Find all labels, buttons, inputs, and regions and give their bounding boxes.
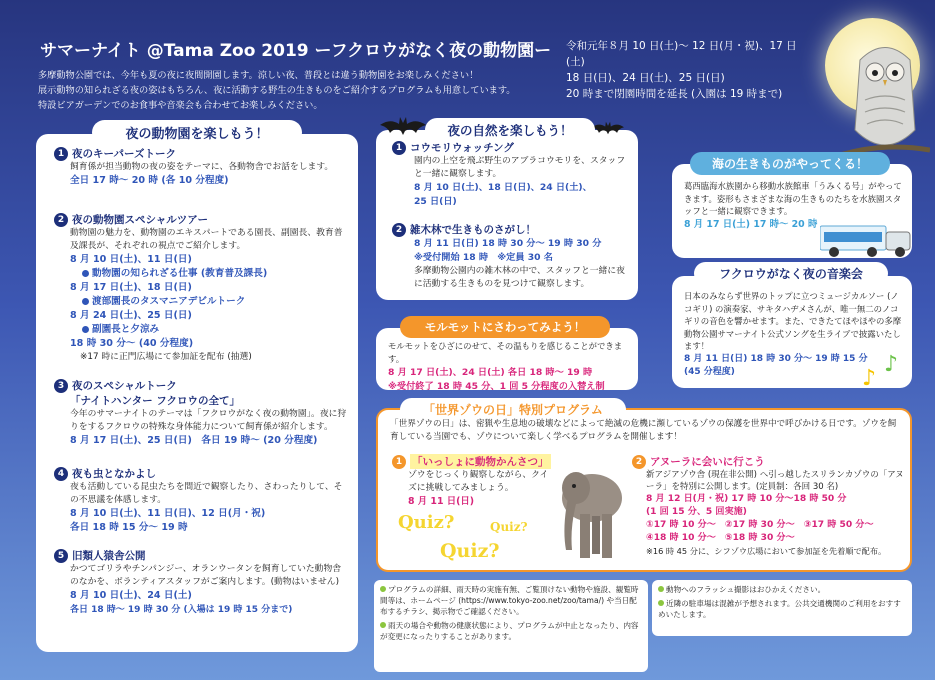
bullet-icon bbox=[380, 622, 386, 628]
program-time: 8 月 11 日(日) bbox=[408, 496, 475, 507]
section-title bbox=[54, 548, 349, 563]
date-line: 20 時まで閉園時間を延長 (入園は 19 時まで) bbox=[566, 88, 783, 100]
bullet-icon bbox=[658, 600, 664, 606]
section-title-text: 夜の動物園スペシャルツアー bbox=[72, 214, 208, 226]
bullet-icon bbox=[380, 586, 386, 592]
section-number: 1 bbox=[54, 147, 68, 161]
music-title: フクロウがなく夜の音楽会 bbox=[694, 262, 888, 285]
marmot-desc: モルモットをひざにのせて、その温もりを感じることができます。 bbox=[388, 341, 623, 364]
night-nature-title: 夜の自然を楽しもう！ bbox=[425, 118, 595, 142]
section-time: 各日 18 時 15 分〜 19 時 bbox=[70, 522, 188, 533]
elephant-program-1 bbox=[392, 454, 552, 509]
section-number: 1 bbox=[392, 141, 406, 155]
section-desc: 飼育係が担当動物の夜の姿をテーマに、各動物舎でお話をします。 bbox=[70, 162, 334, 172]
bullet-icon bbox=[658, 586, 664, 592]
tour-topic: 渡部園長のタスマニアデビルトーク bbox=[92, 296, 246, 307]
section-number: 2 bbox=[54, 213, 68, 227]
intro-line: 多摩動物公園では、今年も夏の夜に夜間開園します。涼しい夜、普段とは違う動物園をお楽しみください！ bbox=[38, 70, 479, 81]
section-title-text: 旧類人猿舎公開 bbox=[72, 550, 146, 562]
quiz-text: Quiz? bbox=[490, 520, 528, 534]
section-number: 2 bbox=[392, 223, 406, 237]
section-title-text: 雑木林で生きものさがし！ bbox=[410, 224, 536, 236]
tour-topic: 動物園の知られざる仕事 (教育普及課長) bbox=[92, 268, 268, 279]
section-title bbox=[54, 378, 349, 393]
bat-icon bbox=[592, 120, 624, 136]
section-desc: 多摩動物公園内の雑木林の中で、スタッフと一緒に夜に活動する生きものを見つけて観察します。 bbox=[414, 266, 625, 289]
music-note-icon: ♪ bbox=[884, 352, 899, 377]
marmot-note: ※受付終了 18 時 45 分、1 回 5 分程度の入替え制 bbox=[388, 381, 605, 392]
section-date: 8 月 10 日(土)、24 日(土) bbox=[70, 590, 192, 601]
section-desc: かつてゴリラやチンパンジー、オランウータンを飼育していた動物舎のなかを、ボランティアスタッフがご案内します。(動物はいません) bbox=[70, 564, 342, 587]
sea-creatures-title: 海の生きものがやってくる！ bbox=[690, 152, 890, 175]
section-note: ※受付開始 18 時 ※定員 30 名 bbox=[414, 252, 553, 263]
sea-time: 8 月 17 日(土) 17 時〜 20 時 bbox=[684, 218, 818, 230]
program-rounds: ①17 時 10 分〜 ②17 時 30 分〜 ③17 時 50 分〜 bbox=[646, 520, 874, 530]
section-number: 3 bbox=[54, 379, 68, 393]
section-number: 4 bbox=[54, 467, 68, 481]
section-date: 25 日(日) bbox=[414, 196, 457, 207]
section-number: 5 bbox=[54, 549, 68, 563]
section-title bbox=[54, 146, 349, 161]
section-title bbox=[54, 212, 349, 227]
bat-icon bbox=[380, 115, 426, 137]
left-section-5 bbox=[54, 548, 349, 617]
bullet-icon bbox=[82, 270, 89, 277]
section-note: ※17 時に正門広場にて参加証を配布 (抽選) bbox=[80, 352, 252, 362]
program-desc: 新アジアゾウ舎 (現在非公開) へ引っ越したスリランカゾウの「アヌーラ」を特別に公開します。(定員制：各回 30 名) bbox=[646, 470, 904, 492]
section-title-text: 夜のスペシャルトーク bbox=[72, 380, 177, 392]
section-date: 8 月 10 日(土)、18 日(日)、24 日(土)、 bbox=[414, 182, 592, 193]
left-section-1 bbox=[54, 146, 349, 188]
elephant-day-title: 「世界ゾウの日」特別プログラム bbox=[400, 398, 626, 421]
bullet-icon bbox=[82, 326, 89, 333]
left-section-3 bbox=[54, 378, 349, 448]
program-number: 1 bbox=[392, 455, 406, 469]
program-note: ※16 時 45 分に、シフゾウ広場において参加証を先着順で配布。 bbox=[646, 546, 887, 556]
middle-section-1 bbox=[392, 140, 630, 209]
marmot-time: 8 月 17 日(土)、24 日(土) 各日 18 時〜 19 時 bbox=[388, 367, 593, 378]
section-desc: 夜も活動している昆虫たちを間近で観察したり、さわったりして、その不思議を体感します。 bbox=[70, 482, 343, 505]
footer-note: 動物へのフラッシュ撮影はおひかえください。 bbox=[666, 585, 826, 594]
music-note-icon: ♪ bbox=[862, 366, 877, 391]
section-title bbox=[392, 222, 630, 237]
program-count: (1 回 15 分、5 回実施) bbox=[646, 507, 747, 517]
program-title bbox=[392, 454, 552, 469]
quiz-text: Quiz? bbox=[440, 540, 500, 562]
section-title bbox=[392, 140, 630, 155]
quiz-text: Quiz? bbox=[398, 512, 455, 533]
program-title bbox=[632, 454, 904, 469]
music-time: 8 月 11 日(日) 18 時 30 分〜 19 時 15 分 bbox=[684, 353, 868, 364]
footer-notes-left bbox=[374, 580, 648, 672]
page-title: サマーナイト @Tama Zoo 2019 ーフクロウがなく夜の動物園ー bbox=[40, 41, 552, 61]
elephant-program-2 bbox=[632, 454, 904, 557]
event-dates bbox=[566, 38, 811, 102]
music-duration: (45 分程度) bbox=[684, 366, 735, 377]
section-desc: 動物園の魅力を、動物園のエキスパートである園長、副園長、教育普及課長が、それぞれの視点でご紹介します。 bbox=[70, 228, 343, 251]
date-line: 18 日(日)、24 日(土)、25 日(日) bbox=[566, 72, 725, 84]
bullet-icon bbox=[82, 298, 89, 305]
footer-notes-right bbox=[652, 580, 912, 636]
section-time: 18 時 30 分〜 (40 分程度) bbox=[70, 338, 194, 349]
footer-note: プログラムの詳細、雨天時の実施有無、ご覧頂けない動物や施設、観覧時間等は、ホームページ (https://www.tokyo-zoo.net/zoo/tama/) や当日配布するチラシ、掲示物でご確認ください。 bbox=[380, 585, 639, 616]
section-title bbox=[54, 466, 349, 481]
program-number: 2 bbox=[632, 455, 646, 469]
intro-line: 特設ビアガーデンでのお食事や音楽会も合わせてお楽しみください。 bbox=[38, 100, 323, 111]
left-section-4 bbox=[54, 466, 349, 535]
elephant-illustration bbox=[552, 458, 626, 568]
section-subtitle: 「ナイトハンター フクロウの全て」 bbox=[70, 395, 240, 407]
section-title-text: コウモリウォッチング bbox=[410, 142, 514, 154]
marmot-title: モルモットにさわってみよう！ bbox=[400, 316, 610, 338]
program-title-text: 「いっしょに動物かんさつ」 bbox=[412, 456, 549, 468]
intro-line: 展示動物の知られざる夜の姿はもちろん、夜に活動する野生の生きものをご紹介するプログラムも用意しています。 bbox=[38, 85, 516, 96]
footer-note: 近隣の駐車場は混雑が予想されます。公共交通機関のご利用をおすすめいたします。 bbox=[658, 599, 901, 619]
program-desc: ゾウをじっくり観察しながら、クイズに挑戦してみましょう。 bbox=[408, 470, 549, 493]
middle-section-2 bbox=[392, 222, 630, 291]
section-date: 8 月 10 日(土)、11 日(日)、12 日(月・祝) bbox=[70, 508, 266, 519]
night-zoo-title: 夜の動物園を楽しもう！ bbox=[92, 120, 302, 145]
aquarium-truck-icon bbox=[820, 222, 912, 258]
marmot-content bbox=[388, 340, 636, 394]
section-desc: 園内の上空を飛ぶ野生のアブラコウモリを、スタッフと一緒に観察します。 bbox=[414, 156, 626, 179]
footer-note: 雨天の場合や動物の健康状態により、プログラムが中止となったり、内容が変更になったりすることがあります。 bbox=[380, 621, 639, 641]
music-desc: 日本のみならず世界のトップに立つミュージカルソー (ノコギリ) の演奏家、サキタハヂメさんが、唯一無二のノコギリの音色を響かせます。また、できたてほやほやの多摩動物公園サマーナイト公式ソングを生ライブで披露いたします！ bbox=[684, 291, 902, 351]
section-title-text: 夜も虫となかよし bbox=[72, 468, 156, 480]
program-time: 8 月 12 日(月・祝) 17 時 10 分〜18 時 50 分 bbox=[646, 494, 847, 504]
date-line: 令和元年８月 10 日(土)〜 12 日(月・祝)、17 日(土) bbox=[566, 40, 797, 68]
program-rounds: ④18 時 10 分〜 ⑤18 時 30 分〜 bbox=[646, 533, 795, 543]
intro-text bbox=[38, 68, 558, 113]
section-time: 8 月 11 日(日) 18 時 30 分〜 19 時 30 分 bbox=[414, 238, 602, 249]
program-title-text: アヌーラに会いに行こう bbox=[650, 456, 765, 468]
tour-topic: 副園長と夕涼み bbox=[92, 324, 160, 335]
section-date: 8 月 17 日(土)、18 日(日) bbox=[70, 282, 192, 293]
section-time: 全日 17 時〜 20 時 (各 10 分程度) bbox=[70, 175, 229, 186]
left-section-2 bbox=[54, 212, 349, 364]
elephant-day-desc: 「世界ゾウの日」は、密猟や生息地の破壊などによって絶滅の危機に瀕しているゾウの保護を世界中で呼びかける日です。ゾウを飼育している当園でも、ゾウについて楽しく学べるプログラムを開催します！ bbox=[390, 419, 897, 442]
section-time: 各日 18 時〜 19 時 30 分 (入場は 19 時 15 分まで) bbox=[70, 605, 293, 615]
section-date: 8 月 24 日(土)、25 日(日) bbox=[70, 310, 192, 321]
section-desc: 今年のサマーナイトのテーマは「フクロウがなく夜の動物園」。夜に狩りをするフクロウの特殊な身体能力について飼育係が紹介します。 bbox=[70, 409, 347, 432]
section-time: 8 月 17 日(土)、25 日(日) 各日 19 時〜 (20 分程度) bbox=[70, 435, 318, 446]
section-date: 8 月 10 日(土)、11 日(日) bbox=[70, 254, 192, 265]
sea-desc: 葛西臨海水族園から移動水族館車「うみくる号」がやってきます。姿形もさまざまな海の生きものたちを水族園スタッフと一緒に観察できます。 bbox=[684, 181, 902, 216]
section-title-text: 夜のキーパーズトーク bbox=[72, 148, 176, 160]
